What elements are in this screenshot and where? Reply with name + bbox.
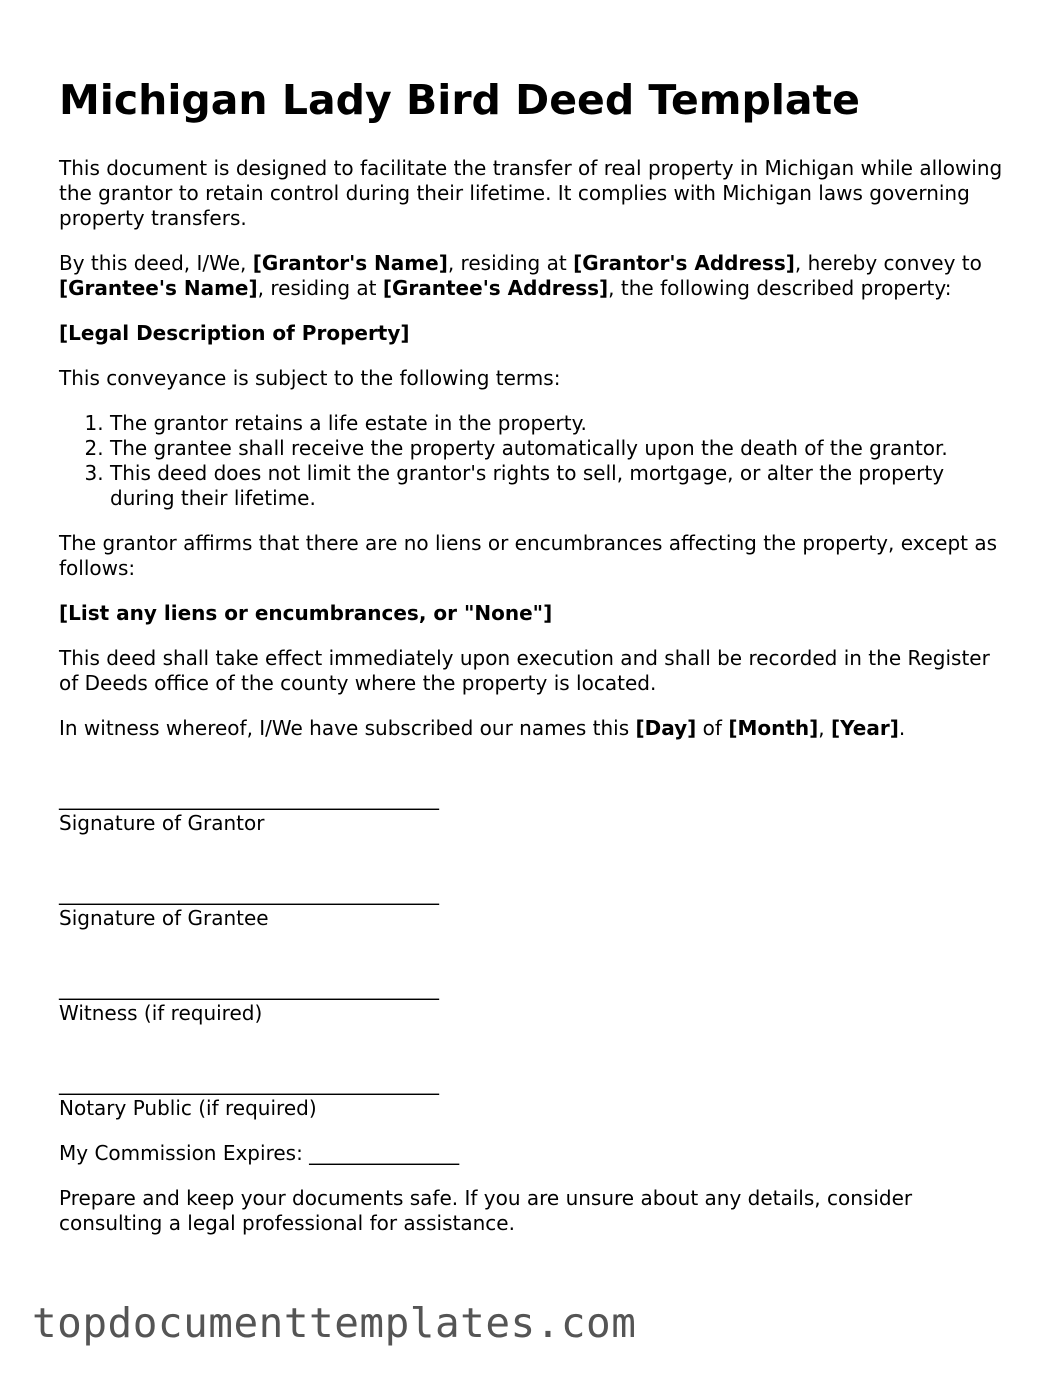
conveyance-text-3: , hereby convey to xyxy=(794,251,982,275)
witness-text-3: , xyxy=(818,716,831,740)
witness-signature-block xyxy=(59,976,1009,1026)
document-page xyxy=(59,72,1009,1256)
terms-list-item: 2. The grantee shall receive the property automatically upon the death of the grantor. xyxy=(110,436,1009,461)
terms-list-item: 1. The grantor retains a life estate in the property. xyxy=(110,411,1009,436)
legal-description-text: [Legal Description of Property] xyxy=(59,321,410,345)
conveyance-text-4: , residing at xyxy=(257,276,383,300)
notary-signature-block xyxy=(59,1071,1009,1121)
day-placeholder: [Day] xyxy=(635,716,697,740)
conveyance-text-2: , residing at xyxy=(447,251,574,275)
grantee-address-placeholder: [Grantee's Address] xyxy=(382,276,609,300)
signature-line: ______________________________________ xyxy=(59,1071,439,1095)
grantee-name-placeholder: [Grantee's Name] xyxy=(59,276,258,300)
conveyance-text-1: By this deed, I/We, xyxy=(59,251,253,275)
terms-list xyxy=(59,411,1009,511)
site-watermark: topdocumenttemplates.com xyxy=(32,1299,637,1347)
month-placeholder: [Month] xyxy=(728,716,819,740)
liens-placeholder-text: [List any liens or encumbrances, or "None"] xyxy=(59,601,553,625)
grantor-signature-label: Signature of Grantor xyxy=(59,811,265,835)
witness-paragraph xyxy=(59,716,1009,741)
conveyance-paragraph xyxy=(59,251,1009,301)
commission-expires: My Commission Expires: _______________ xyxy=(59,1141,460,1165)
grantee-signature-block xyxy=(59,881,1009,931)
witness-text-1: In witness whereof, I/We have subscribed our names this xyxy=(59,716,636,740)
witness-text-4: . xyxy=(898,716,906,740)
terms-intro: This conveyance is subject to the following terms: xyxy=(59,366,561,390)
grantor-name-placeholder: [Grantor's Name] xyxy=(252,251,448,275)
grantor-signature-block xyxy=(59,786,1009,836)
witness-signature-label: Witness (if required) xyxy=(59,1001,263,1025)
intro-paragraph: This document is designed to facilitate the transfer of real property in Michigan while allowing the grantor to retain control during their lifetime. It complies with Michigan laws governing property transfers. xyxy=(59,156,1003,230)
terms-list-item: 3. This deed does not limit the grantor's rights to sell, mortgage, or alter the property during their lifetime. xyxy=(110,461,1009,511)
liens-intro: The grantor affirms that there are no liens or encumbrances affecting the property, except as follows: xyxy=(59,531,998,580)
signature-line: ______________________________________ xyxy=(59,976,439,1000)
witness-text-2: of xyxy=(696,716,729,740)
document-title: Michigan Lady Bird Deed Template xyxy=(59,76,860,124)
grantee-signature-label: Signature of Grantee xyxy=(59,906,269,930)
liens-placeholder xyxy=(59,601,1009,626)
legal-description-placeholder xyxy=(59,321,1009,346)
notary-signature-label: Notary Public (if required) xyxy=(59,1096,317,1120)
year-placeholder: [Year] xyxy=(831,716,899,740)
signature-line: ______________________________________ xyxy=(59,881,439,905)
signature-line: ______________________________________ xyxy=(59,786,439,810)
effect-paragraph: This deed shall take effect immediately upon execution and shall be recorded in the Register of Deeds office of the county where the property is located. xyxy=(59,646,990,695)
closing-paragraph: Prepare and keep your documents safe. If you are unsure about any details, consider consulting a legal professional for assistance. xyxy=(59,1186,913,1235)
grantor-address-placeholder: [Grantor's Address] xyxy=(573,251,795,275)
conveyance-text-5: , the following described property: xyxy=(608,276,952,300)
